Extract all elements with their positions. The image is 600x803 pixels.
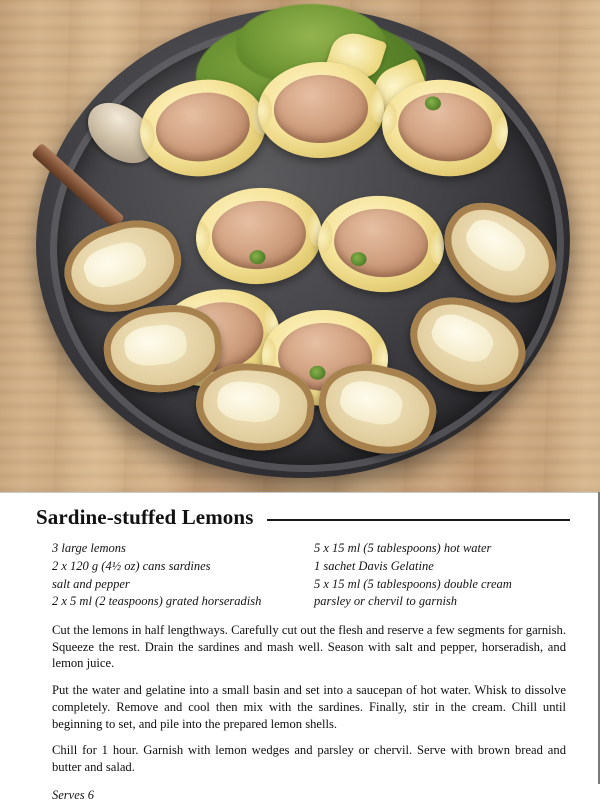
method-paragraph: Put the water and gelatine into a small basin and set into a saucepan of hot water. Whisk to dissolve completely. Remove and cool then mix with the sardines. Finally, stir in the cream. Chill until beginning to set, and pile into the prepared lemon shells. — [52, 683, 566, 731]
serves-note: Serves 6 — [52, 787, 94, 802]
ingredient-item: parsley or chervil to garnish — [314, 594, 458, 609]
ingredient-item: 2 x 5 ml (2 teaspoons) grated horseradish — [52, 594, 262, 609]
butter-spread — [337, 376, 406, 429]
ingredients-column-left — [52, 540, 308, 611]
method-paragraph: Chill for 1 hour. Garnish with lemon wedges and parsley or chervil. Serve with brown bread and butter and salad. — [52, 743, 566, 775]
ingredients-column-right — [308, 540, 570, 611]
recipe-text-block — [0, 492, 600, 802]
recipe-title: Sardine-stuffed Lemons — [36, 505, 254, 529]
recipe-title-row — [0, 493, 600, 530]
title-divider — [267, 519, 570, 521]
butter-spread — [123, 323, 188, 369]
sardine-filling — [332, 206, 431, 281]
sardine-filling — [395, 88, 496, 166]
ingredient-item: 5 x 15 ml (5 tablespoons) hot water — [314, 541, 492, 555]
ingredients-list — [0, 530, 600, 611]
ingredient-item: 3 large lemons — [52, 541, 126, 555]
method-steps — [0, 622, 600, 776]
ingredient-item: 5 x 15 ml (5 tablespoons) double cream — [314, 576, 512, 591]
sardine-filling — [273, 74, 369, 144]
butter-spread — [216, 379, 281, 425]
butter-spread — [459, 212, 532, 279]
method-paragraph: Cut the lemons in half lengthways. Carefully cut out the flesh and reserve a few segments for garnish. Squeeze the rest. Drain the sardines and mash well. Season with salt and pepper, horseradish, and lemon juice. — [52, 623, 566, 671]
butter-spread — [426, 308, 498, 369]
sardine-filling — [152, 87, 254, 167]
butter-spread — [80, 237, 151, 294]
ingredient-item: 1 sachet Davis Gelatine — [314, 558, 434, 573]
ingredient-item: 2 x 120 g (4½ oz) cans sardines — [52, 558, 211, 573]
lemon-tip — [256, 93, 272, 128]
ingredient-item: salt and pepper — [52, 576, 130, 591]
